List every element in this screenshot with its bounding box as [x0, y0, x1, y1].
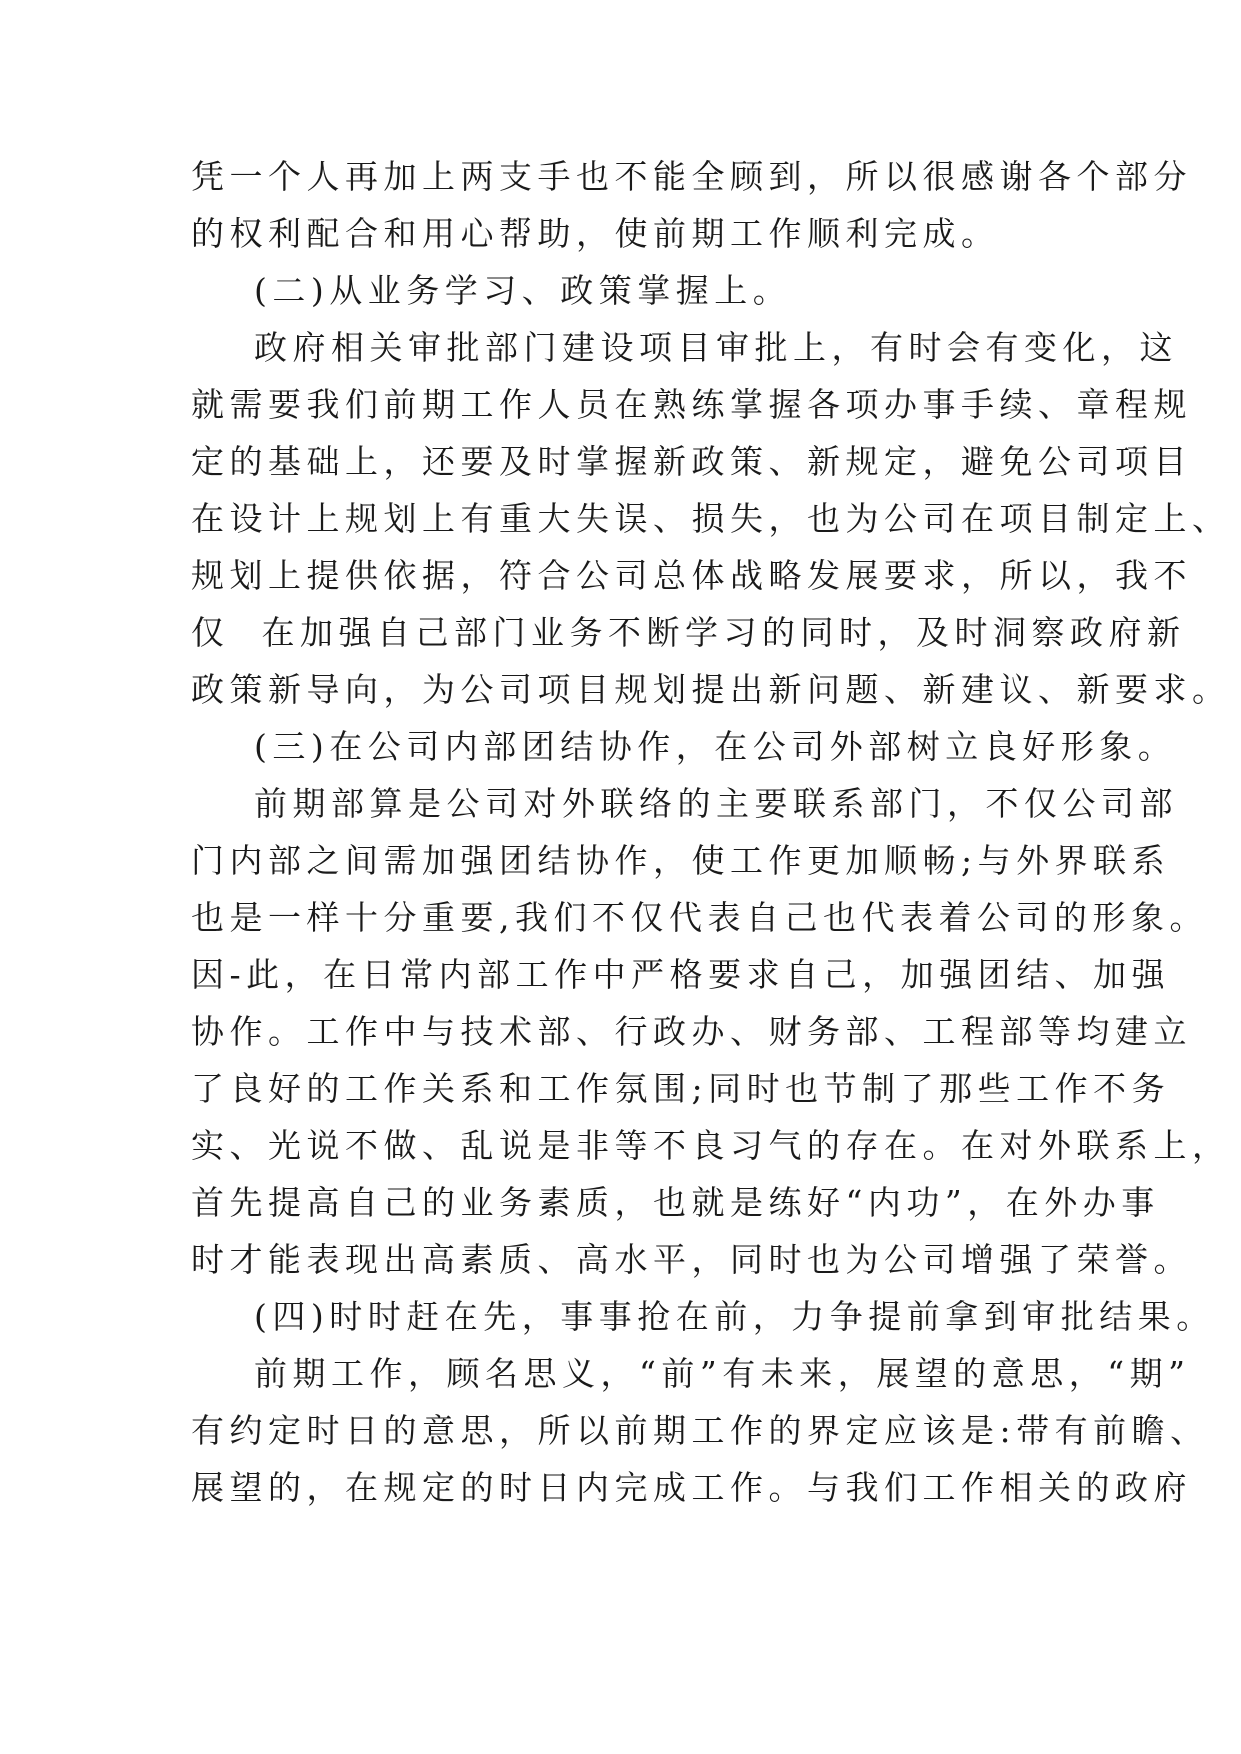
text-line: 门内部之间需加强团结协作，使工作更加顺畅;与外界联系 — [191, 841, 1171, 880]
text-line: 实、光说不做、乱说是非等不良习气的存在。在对外联系上， — [191, 1126, 1231, 1165]
text-line: 凭一个人再加上两支手也不能全顾到，所以很感谢各个部分 — [191, 157, 1192, 196]
text-line: 在设计上规划上有重大失误、损失，也为公司在项目制定上、 — [191, 499, 1231, 538]
text-line: 了良好的工作关系和工作氛围;同时也节制了那些工作不务 — [191, 1069, 1171, 1108]
document-body — [191, 148, 1231, 1516]
text-line: 展望的，在规定的时日内完成工作。与我们工作相关的政府 — [191, 1468, 1192, 1507]
paragraph-start-line: 前期部算是公司对外联络的主要联系部门，不仅公司部 — [254, 784, 1178, 823]
text-line: 首先提高自己的业务素质，也就是练好“内功”，在外办事 — [191, 1183, 1160, 1222]
text-line: 仅 在加强自己部门业务不断学习的同时，及时洞察政府新 — [191, 613, 1186, 652]
text-line: 时才能表现出高素质、高水平，同时也为公司增强了荣誉。 — [191, 1240, 1192, 1279]
text-line: 就需要我们前期工作人员在熟练掌握各项办事手续、章程规 — [191, 385, 1192, 424]
paragraph-start-line: 前期工作，顾名思义，“前”有未来，展望的意思，“期” — [254, 1354, 1191, 1393]
text-line: 规划上提供依据，符合公司总体战略发展要求，所以，我不 — [191, 556, 1192, 595]
text-line: 政策新导向，为公司项目规划提出新问题、新建议、新要求。 — [191, 670, 1231, 709]
text-line: 的权利配合和用心帮助，使前期工作顺利完成。 — [191, 214, 1000, 253]
text-line: 协作。工作中与技术部、行政办、财务部、工程部等均建立 — [191, 1012, 1192, 1051]
text-line: 也是一样十分重要,我们不仅代表自己也代表着公司的形象。 — [191, 898, 1208, 937]
paragraph-start-line: 政府相关审批部门建设项目审批上，有时会有变化，这 — [254, 328, 1178, 367]
section-heading: (三)在公司内部团结协作，在公司外部树立良好形象。 — [254, 727, 1177, 766]
text-line: 有约定时日的意思，所以前期工作的界定应该是:带有前瞻、 — [191, 1411, 1209, 1450]
section-heading: (二)从业务学习、政策掌握上。 — [254, 271, 792, 310]
text-line: 定的基础上，还要及时掌握新政策、新规定，避免公司项目 — [191, 442, 1192, 481]
section-heading: (四)时时赶在先，事事抢在前，力争提前拿到审批结果。 — [254, 1297, 1215, 1336]
text-line: 因-此，在日常内部工作中严格要求自己，加强团结、加强 — [191, 955, 1171, 994]
